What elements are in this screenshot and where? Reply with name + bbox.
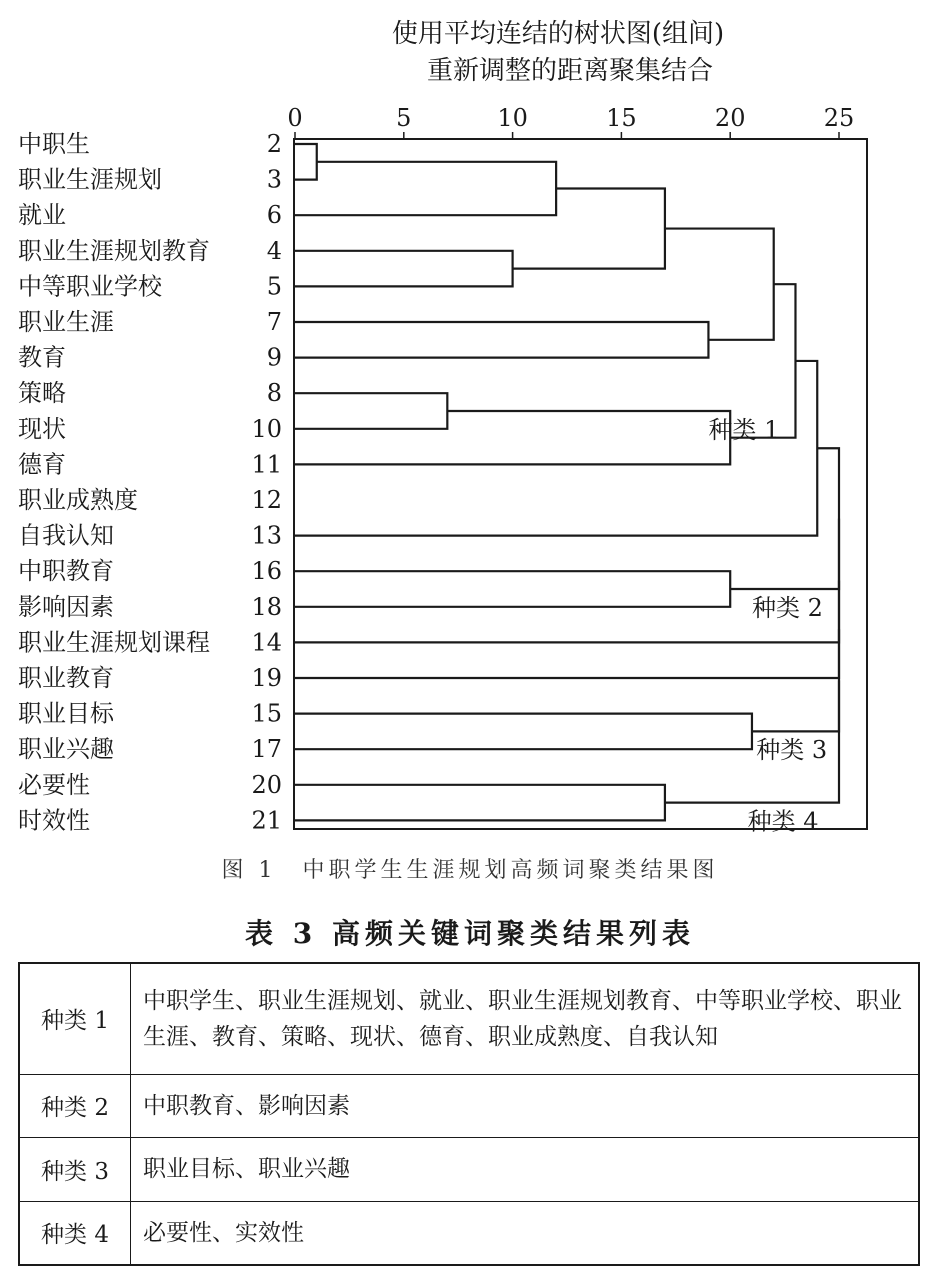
table-cell-items: 必要性、实效性	[131, 1201, 920, 1265]
dendrogram-link	[295, 251, 513, 287]
axis-tick-label: 10	[497, 104, 528, 132]
table-cell-items: 职业目标、职业兴趣	[131, 1137, 920, 1201]
axis-tick-label: 0	[287, 104, 303, 132]
leaf-id: 16	[251, 557, 282, 586]
leaf-label: 就业	[18, 201, 66, 230]
dendrogram-link	[295, 571, 730, 607]
chart-title-line1: 使用平均连结的树状图(组间)	[391, 19, 725, 49]
cluster-label: 种类 4	[747, 807, 819, 836]
leaf-label: 职业生涯规划	[18, 165, 162, 194]
dendrogram-link	[295, 322, 708, 358]
dendrogram-link	[295, 714, 752, 750]
axis-tick-label: 25	[823, 104, 855, 132]
dendrogram-link	[295, 785, 665, 821]
table-row	[19, 1074, 919, 1137]
figure-caption-text: 中职学生生涯规划高频词聚类结果图	[302, 858, 719, 883]
leaf-id: 17	[251, 735, 282, 764]
leaf-label: 职业生涯规划课程	[18, 628, 210, 657]
cluster-label: 种类 1	[708, 415, 780, 444]
table-row	[19, 1137, 919, 1201]
table-cell-category: 种类 4	[19, 1201, 131, 1265]
dendrogram-link	[295, 144, 317, 180]
leaf-id: 13	[251, 521, 282, 550]
leaf-label: 职业生涯规划教育	[18, 236, 210, 265]
chart-title-line2: 重新调整的距离聚集结合	[426, 56, 714, 86]
leaf-id: 5	[266, 272, 282, 301]
table-cell-items: 中职学生、职业生涯规划、就业、职业生涯规划教育、中等职业学校、职业生涯、教育、策略、现状、德育、职业成熟度、自我认知	[131, 963, 920, 1074]
axis-tick-label: 5	[396, 104, 412, 132]
dendrogram-link	[730, 284, 795, 438]
figure-caption	[0, 853, 940, 884]
leaf-label: 职业生涯	[18, 308, 114, 336]
dendrogram-link	[295, 519, 839, 643]
dendrogram-link	[295, 162, 556, 215]
cluster-result-table	[18, 962, 920, 1266]
leaf-label: 教育	[18, 343, 66, 372]
table-row	[19, 963, 919, 1074]
leaf-label: 中职教育	[18, 557, 114, 586]
plot-frame	[294, 139, 867, 829]
leaf-id: 18	[251, 592, 282, 621]
cluster-labels	[708, 416, 827, 836]
leaf-id: 15	[251, 699, 282, 728]
leaf-id: 4	[266, 236, 282, 265]
table-cell-items: 中职教育、影响因素	[131, 1074, 920, 1137]
table-cell-category: 种类 1	[19, 963, 131, 1074]
leaf-id: 2	[266, 130, 282, 158]
leaf-id: 12	[251, 486, 282, 514]
dendrogram-link	[295, 361, 817, 536]
leaf-label: 现状	[18, 414, 66, 443]
cluster-label: 种类 2	[751, 593, 823, 622]
leaf-id: 3	[266, 165, 282, 194]
dendrogram-link	[665, 229, 774, 340]
dendrogram-link	[752, 629, 839, 731]
dendrogram-link	[513, 189, 665, 269]
leaf-label: 职业成熟度	[18, 486, 138, 514]
dendrogram-links	[295, 144, 839, 820]
figure-caption-number: 图 1	[221, 858, 277, 883]
table-cell-category: 种类 3	[19, 1137, 131, 1201]
leaf-id: 8	[266, 379, 282, 408]
table-title: 表 3 高频关键词聚类结果列表	[245, 917, 695, 950]
dendrogram-link	[295, 411, 730, 464]
leaf-label: 职业目标	[18, 699, 114, 728]
axis-tick-label: 15	[606, 104, 637, 132]
leaf-id: 14	[251, 628, 282, 657]
table-row	[19, 1201, 919, 1265]
leaf-label: 德育	[18, 450, 66, 479]
axis-ticks	[287, 104, 854, 139]
dendrogram-link	[730, 448, 839, 589]
leaf-id: 21	[251, 806, 282, 835]
leaf-label: 时效性	[18, 806, 90, 835]
dendrogram-link	[295, 393, 447, 429]
leaf-id: 20	[251, 770, 282, 799]
leaf-label: 策略	[18, 379, 66, 408]
leaf-id: 19	[251, 664, 282, 692]
leaf-label: 中等职业学校	[18, 272, 162, 301]
leaf-id: 10	[251, 414, 282, 443]
leaf-label: 影响因素	[18, 592, 114, 621]
leaf-id: 6	[266, 201, 282, 230]
axis-tick-label: 20	[714, 104, 746, 132]
leaf-label: 职业兴趣	[18, 735, 114, 764]
leaf-id: 11	[251, 450, 282, 479]
leaf-label: 职业教育	[18, 664, 114, 692]
leaf-label: 中职生	[18, 130, 90, 158]
leaf-label: 自我认知	[18, 521, 114, 550]
cluster-label: 种类 3	[756, 736, 828, 765]
leaf-labels	[18, 130, 282, 834]
leaf-id: 9	[266, 343, 282, 372]
table-cell-category: 种类 2	[19, 1074, 131, 1137]
leaf-label: 必要性	[18, 770, 90, 799]
leaf-id: 7	[266, 308, 282, 336]
